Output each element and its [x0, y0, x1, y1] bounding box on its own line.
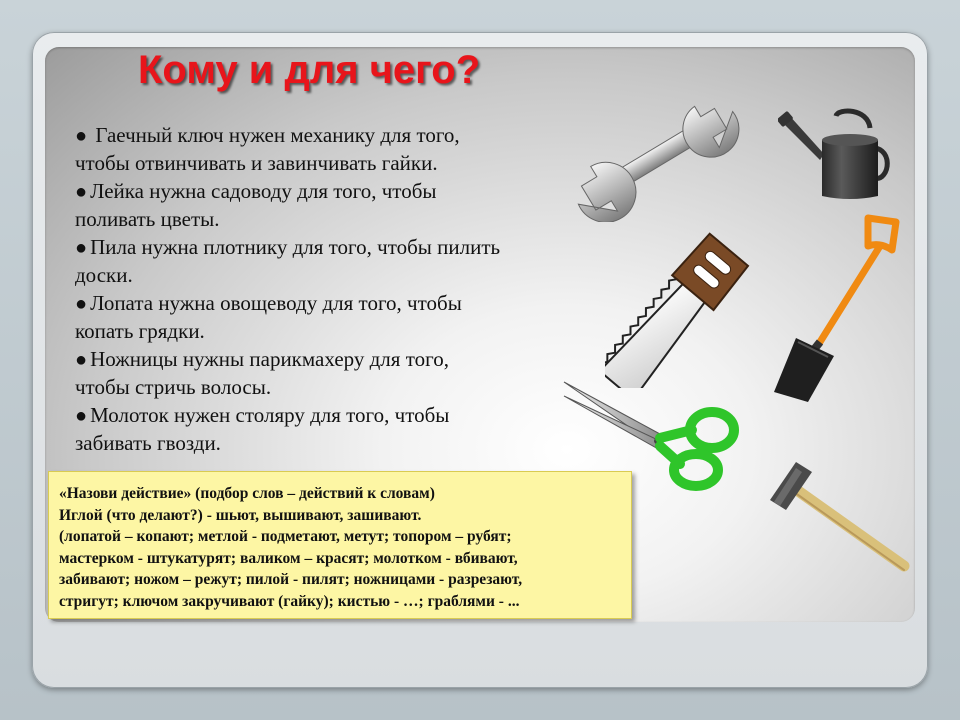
hammer-icon [766, 458, 911, 573]
bullet-item: ● Лейка нужна садоводу для того, чтобы поливать цветы. [75, 179, 437, 231]
exercise-note [48, 471, 632, 619]
shovel-icon [768, 212, 903, 407]
wrench-icon [555, 92, 755, 222]
slide-title: Кому и для чего? [138, 48, 481, 92]
bullet-list [75, 122, 575, 458]
bullet-item: ● Гаечный ключ нужен механику для того, чтобы отвинчивать и завинчивать гайки. [75, 123, 460, 175]
bullet-item: ● Пила нужна плотнику для того, чтобы пилить доски. [75, 235, 501, 287]
watering-can-icon [778, 108, 898, 203]
note-line: стригут; ключом закручивают (гайку); кистью - …; граблями - ... [59, 592, 520, 610]
bullet-item: ● Молоток нужен столяру для того, чтобы забивать гвозди. [75, 403, 450, 455]
note-line: «Назови действие» (подбор слов – действий к словам) [59, 485, 435, 502]
note-line: забивают; ножом – режут; пилой - пилят; ножницами - разрезают, [59, 571, 523, 589]
bullet-item: ● Лопата нужна овощеводу для того, чтобы копать грядки. [75, 291, 462, 343]
bullet-item: ● Ножницы нужны парикмахеру для того, чтобы стричь волосы. [75, 347, 449, 399]
note-line: Иглой (что делают?) - шьют, вышивают, зашивают. [59, 506, 422, 524]
note-line: (лопатой – копают; метлой - подметают, метут; топором – рубят; [59, 528, 512, 546]
scissors-icon [562, 378, 742, 493]
saw-icon [605, 228, 755, 388]
note-line: мастерком - штукатурят; валиком – красят; молотком - вбивают, [59, 549, 518, 567]
